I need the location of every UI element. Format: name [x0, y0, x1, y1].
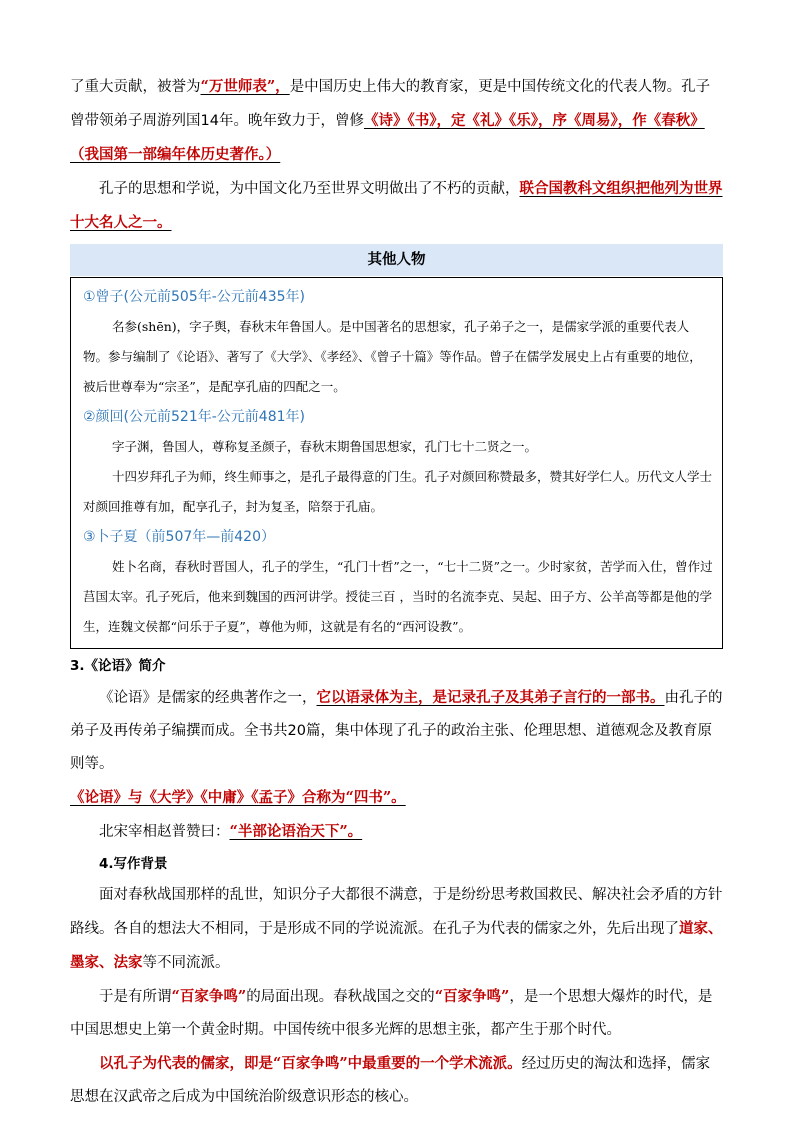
highlight: 联合国教科文组织把他列为世界十大名人之一。: [70, 180, 723, 231]
paragraph-background-1: [70, 879, 723, 980]
other-figures-title: 其他人物: [70, 244, 723, 276]
highlight: 它以语录体为主，是记录孔子及其弟子言行的一部书。: [316, 689, 665, 706]
other-figures-box: [70, 277, 723, 649]
figure-text-yanhui-1: 字子渊，鲁国人，尊称复圣颜子，春秋末期鲁国思想家，孔门七十二贤之一。: [112, 439, 538, 454]
text: 经过历史的淘汰和选择，儒家思想在汉武帝之后成为中国统治阶级意识形态的核心。: [70, 1056, 711, 1105]
paragraph-background-3: [70, 1047, 723, 1114]
paragraph-confucius-influence: [70, 172, 723, 240]
highlight: 道家、墨家、法家: [70, 920, 723, 971]
figure-text-yanhui-2: 十四岁拜孔子为师，终生师事之，是孔子最得意的门生。孔子对颜回称赞最多，赞其好学仁人。历代文人学士对颜回推尊有加，配享孔子，封为复圣，陪祭于孔庙。: [83, 469, 713, 514]
paragraph-lunyu-intro: [70, 681, 723, 815]
text: 了重大贡献，被誉为: [70, 79, 201, 95]
highlight: 《诗》《书》，定《礼》《乐》，序《周易》，作《春秋》: [363, 112, 705, 129]
paragraph-background-2: [70, 980, 723, 1047]
figure-text-zengzi: 名参(shēn)，字子舆，春秋末年鲁国人。是中国著名的思想家，孔子弟子之一，是儒家学派的重要代表人物。参与编制了《论语》、著写了《大学》、《孝经》、《曾子十篇》等作品。曾子在儒学发展史上占有重要的地位，被后世尊奉为“宗圣”，是配享孔庙的四配之一。: [83, 319, 702, 394]
highlight: “万世师表”，: [200, 78, 290, 95]
text: 于是有所谓: [99, 989, 172, 1005]
paragraph-zhaopu: [70, 815, 723, 849]
figure-heading-yanhui: ②颜回(公元前521年-公元前481年): [83, 409, 305, 425]
text: 是中国历史上伟大的教育家，更是中国传统文化的代表人物。孔子曾带领弟子周游列国14年。晚年致力于，曾修: [70, 79, 711, 129]
text: 孔子的思想和学说，为中国文化乃至世界文明做出了不朽的贡献，: [99, 181, 520, 197]
highlight: 《论语》与《大学》《中庸》《孟子》合称为“四书”。: [70, 789, 406, 806]
highlight: （我国第一部编年体历史著作。）: [70, 146, 281, 163]
figure-heading-zixia: ③卜子夏（前507年—前420）: [83, 529, 275, 545]
text: 面对春秋战国那样的乱世，知识分子大都很不满意，于是纷纷思考救国救民、解决社会矛盾的方针路线。各自的想法大不相同，于是形成不同的学说流派。在孔子为代表的儒家之外，先后出现了: [70, 887, 723, 937]
text: 的局面出现。春秋战国之交的: [246, 989, 435, 1005]
text: ，是一个思想大爆炸的时代，是中国思想史上第一个黄金时期。中国传统中很多光辉的思想主张，都产生于那个时代。: [70, 989, 713, 1038]
figure-heading-zengzi: ①曾子(公元前505年-公元前435年): [83, 289, 305, 305]
figure-text-zixia: 姓卜名商，春秋时晋国人，孔子的学生，“孔门十哲”之一，“七十二贤”之一。少时家贫，苦学而入仕，曾作过莒国太宰。孔子死后，他来到魏国的西河讲学。授徒三百 ，当时的名流李克、吴起、田子方、公羊高等都是他的学生，连魏文侯都“问乐于子夏”，尊他为师，这就是有名的“西河设教”。: [83, 559, 713, 634]
highlight: 以孔子为代表的儒家，即是“百家争鸣”中最重要的一个学术流派。: [99, 1055, 522, 1072]
text: 由孔子的弟子及再传弟子编撰而成。全书共20篇，集中体现了孔子的政治主张、伦理思想、道德观念及教育原则等。: [70, 690, 723, 772]
paragraph-confucius-contribution: [70, 70, 723, 172]
section-4-title: 4.写作背景: [99, 856, 168, 872]
text: 《论语》是儒家的经典著作之一，: [99, 690, 317, 706]
section-3-title: 3.《论语》简介: [70, 658, 166, 674]
text: 北宋宰相赵普赞曰：: [99, 824, 230, 840]
highlight: “半部论语治天下”。: [229, 823, 363, 840]
highlight: “百家争鸣”: [434, 988, 510, 1005]
text: 等不同流派。: [142, 955, 230, 971]
document-body: [70, 70, 723, 1114]
highlight: “百家争鸣”: [171, 988, 247, 1005]
